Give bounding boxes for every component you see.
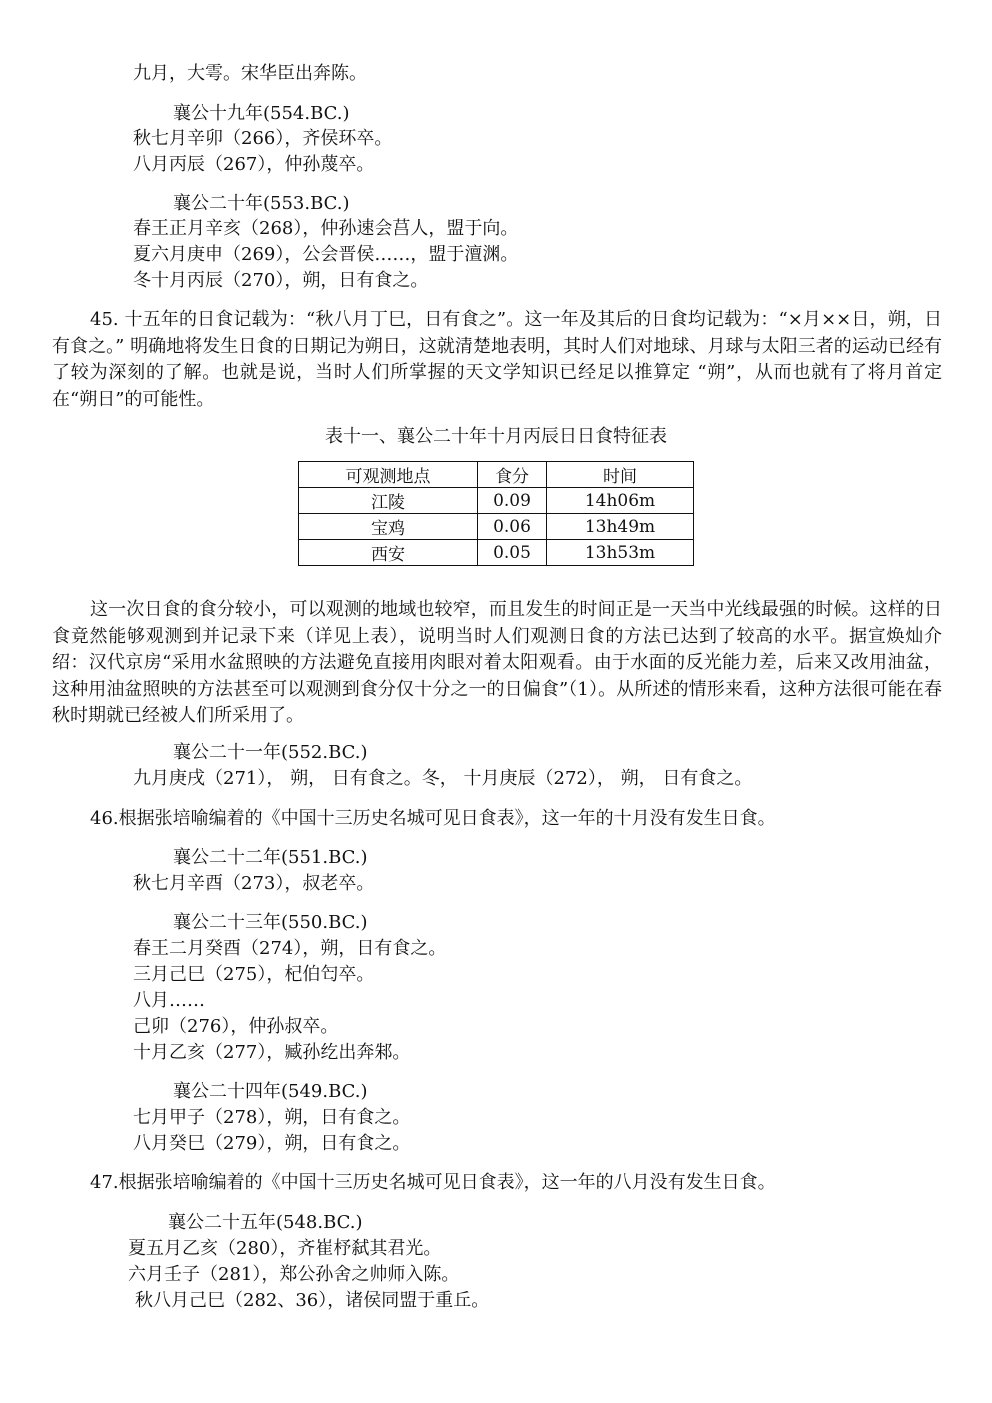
paragraph-observation: 这一次日食的食分较小，可以观测的地域也较窄，而且发生的时间正是一天当中光线最强的时候。这样的日食竟然能够观测到并记录下来（详见上表），说明当时人们观测日食的方法已达到了较高的水平。据宣焕灿介绍：汉代京房“采用水盆照映的方法避免直接用肉眼对着太阳观看。由于水面的反光能力差，后来又改用油盆，这种用油盆照映的方法甚至可以观测到食分仅十分之一的日偏食”（1）。从所述的情形来看，这种方法很可能在春秋时期就已经被人们所采用了。 <box>52 599 942 726</box>
table-cell: 0.09 <box>478 488 547 514</box>
note-47: 47.根据张培喻编着的《中国十三历史名城可见日食表》，这一年的八月没有发生日食。 <box>90 1172 776 1193</box>
table-cell: 0.06 <box>478 514 547 540</box>
table-header-row <box>299 462 694 488</box>
text-line: 冬十月丙辰（270），朔，日有食之。 <box>133 270 429 291</box>
text-line: 八月…… <box>133 990 205 1011</box>
table-cell: 江陵 <box>299 488 478 514</box>
year-header: 襄公二十一年(552.BC.) <box>173 742 368 763</box>
table-cell: 宝鸡 <box>299 514 478 540</box>
year-header: 襄公十九年(554.BC.) <box>173 103 350 124</box>
eclipse-table <box>298 461 694 566</box>
text-line: 十月乙亥（277），臧孙纥出奔邾。 <box>133 1042 411 1063</box>
text-line: 夏六月庚申（269），公会晋侯……，盟于澶渊。 <box>133 244 519 265</box>
year-header: 襄公二十三年(550.BC.) <box>173 912 368 933</box>
table-header-cell: 食分 <box>478 462 547 488</box>
text-line: 七月甲子（278），朔，日有食之。 <box>133 1107 411 1128</box>
table-row <box>299 514 694 540</box>
text-line: 九月，大雩。宋华臣出奔陈。 <box>133 63 367 84</box>
table-header-cell: 可观测地点 <box>299 462 478 488</box>
year-header: 襄公二十二年(551.BC.) <box>173 847 368 868</box>
text-line: 三月己巳（275），杞伯匄卒。 <box>133 964 375 985</box>
table-cell: 14h06m <box>547 488 694 514</box>
table-header-cell: 时间 <box>547 462 694 488</box>
text-line: 八月丙辰（267），仲孙蔑卒。 <box>133 154 375 175</box>
year-header: 襄公二十五年(548.BC.) <box>168 1212 363 1233</box>
text-line: 八月癸巳（279），朔，日有食之。 <box>133 1133 411 1154</box>
year-header: 襄公二十年(553.BC.) <box>173 193 350 214</box>
text-line: 九月庚戌（271）， 朔， 日有食之。冬， 十月庚辰（272）， 朔， 日有食之。 <box>133 768 753 789</box>
text-line: 夏五月乙亥（280），齐崔杼弑其君光。 <box>128 1238 442 1259</box>
table-cell: 西安 <box>299 540 478 566</box>
text-line: 己卯（276），仲孙叔卒。 <box>133 1016 339 1037</box>
table-row <box>299 488 694 514</box>
text-line: 六月壬子（281），郑公孙舍之帅师入陈。 <box>128 1264 460 1285</box>
year-header: 襄公二十四年(549.BC.) <box>173 1081 368 1102</box>
table-cell: 13h49m <box>547 514 694 540</box>
text-line: 秋七月辛卯（266），齐侯环卒。 <box>133 128 393 149</box>
text-line: 春王二月癸酉（274），朔，日有食之。 <box>133 938 447 959</box>
table-cell: 0.05 <box>478 540 547 566</box>
text-line: 秋八月己巳（282、36），诸侯同盟于重丘。 <box>135 1290 490 1311</box>
table-caption: 表十一、襄公二十年十月丙辰日日食特征表 <box>325 426 667 447</box>
paragraph-45: 45. 十五年的日食记载为：“秋八月丁巳，日有食之”。这一年及其后的日食均记载为：“×月××日，朔，日有食之。” 明确地将发生日食的日期记为朔日，这就清楚地表明，其时人们对地球、月球与太阳三者的运动已经有了较为深刻的了解。也就是说，当时人们所掌握的天文学知识已经足以推算定 “朔”，从而也就有了将月首定在“朔日”的可能性。 <box>52 309 942 410</box>
note-46: 46.根据张培喻编着的《中国十三历史名城可见日食表》，这一年的十月没有发生日食。 <box>90 808 776 829</box>
table-cell: 13h53m <box>547 540 694 566</box>
text-line: 秋七月辛酉（273），叔老卒。 <box>133 873 375 894</box>
text-line: 春王正月辛亥（268），仲孙速会莒人，盟于向。 <box>133 218 519 239</box>
table-row <box>299 540 694 566</box>
